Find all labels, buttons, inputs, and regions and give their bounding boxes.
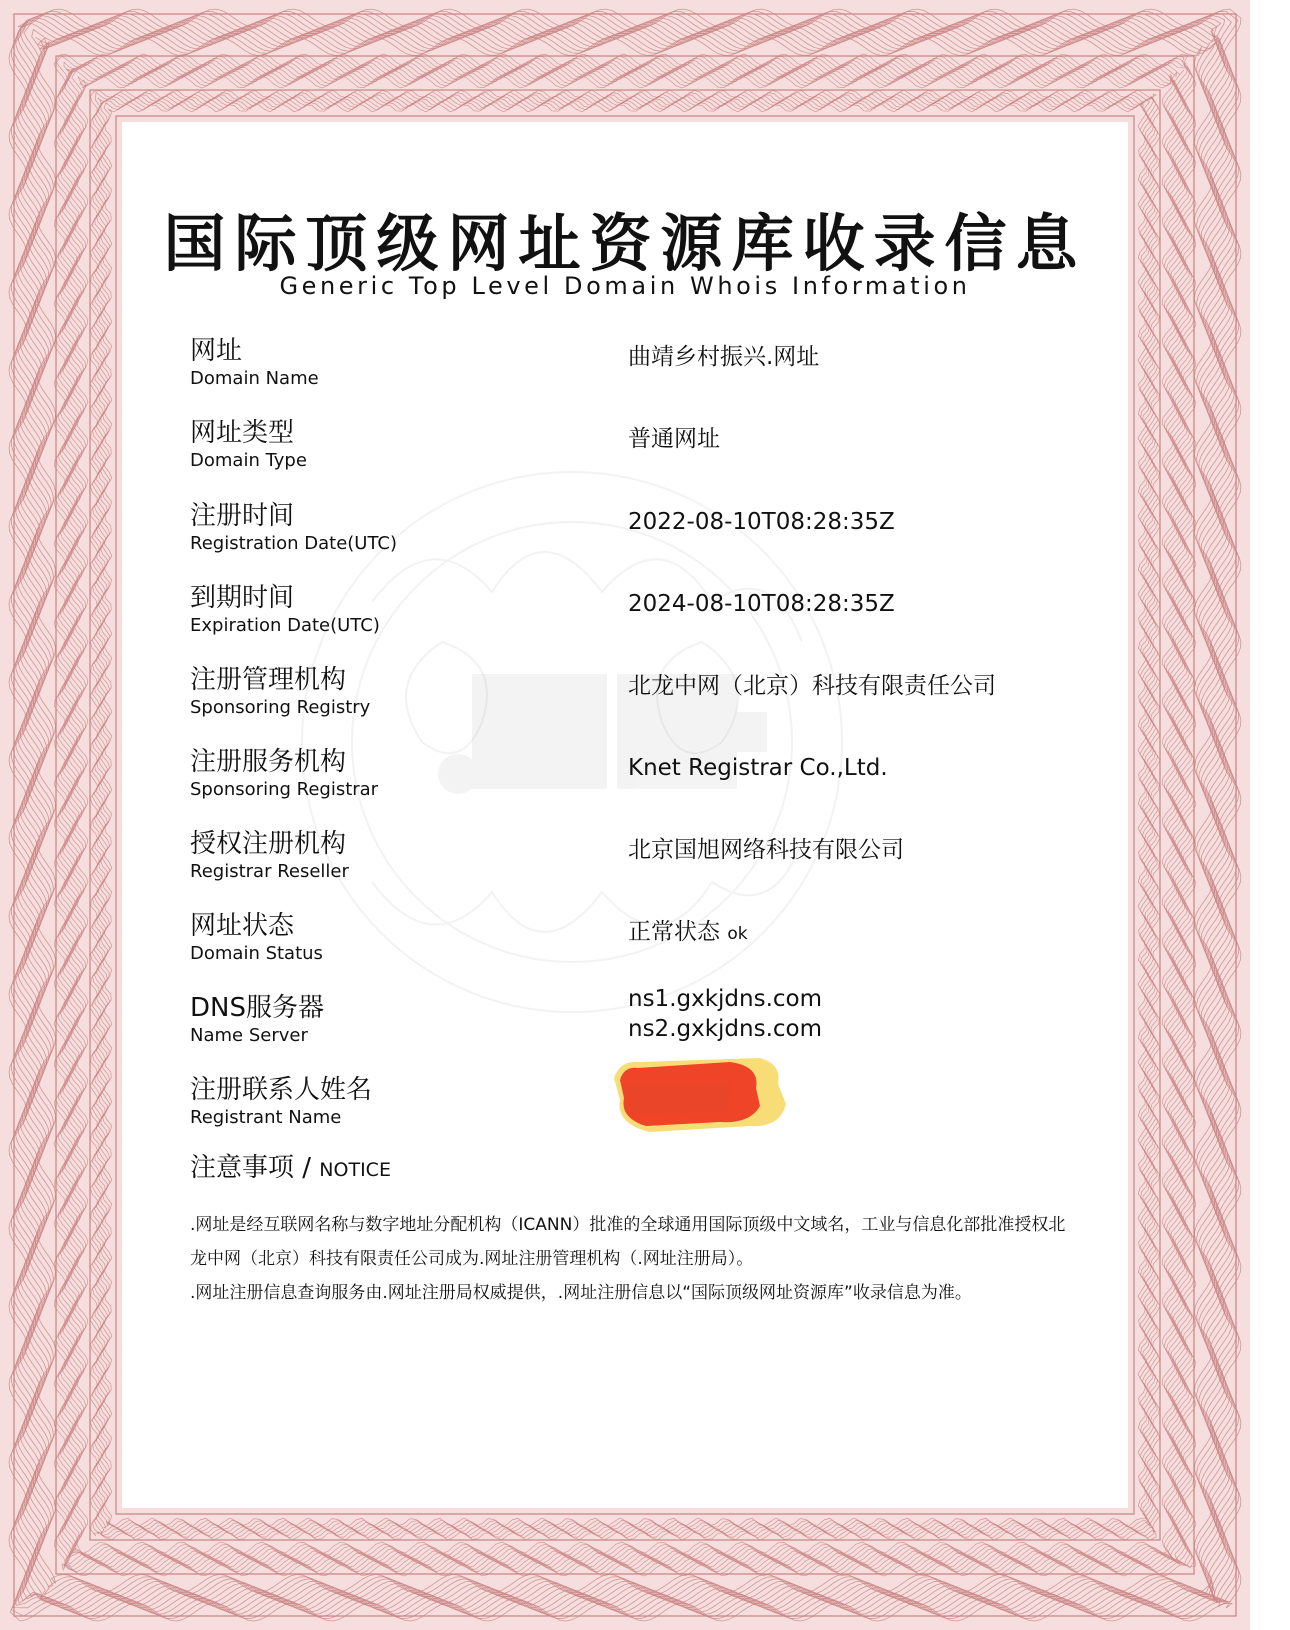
value-domain-status — [628, 917, 748, 949]
label-en: Expiration Date(UTC) — [190, 615, 380, 636]
label-en: Domain Type — [190, 450, 307, 471]
value-sponsoring-registrar: Knet Registrar Co.,Ltd. — [628, 755, 888, 781]
value-name-servers — [628, 984, 822, 1044]
row-domain-status — [190, 905, 1070, 975]
label-cn: 网址 — [190, 336, 243, 366]
name-server-1: ns1.gxkjdns.com — [628, 986, 823, 1012]
label-en: Name Server — [190, 1025, 308, 1046]
certificate-panel — [122, 122, 1128, 1508]
label-cn: 授权注册机构 — [190, 829, 347, 859]
notice-paragraph-1: .网址是经互联网名称与数字地址分配机构（ICANN）批准的全球通用国际顶级中文域名，工业与信息化部批准授权北龙中网（北京）科技有限责任公司成为.网址注册管理机构（.网址注册局）。 — [190, 1215, 1066, 1269]
row-registrar-reseller — [190, 823, 1070, 893]
row-registration-date — [190, 495, 1070, 565]
label-cn: 网址类型 — [190, 418, 295, 448]
label-en: Sponsoring Registry — [190, 697, 371, 718]
row-name-server — [190, 987, 1070, 1057]
notice-paragraph-2: .网址注册信息查询服务由.网址注册局权威提供，.网址注册信息以“国际顶级网址资源库”收录信息为准。 — [190, 1283, 972, 1303]
row-sponsoring-registrar — [190, 741, 1070, 811]
label-cn: 注册服务机构 — [190, 747, 347, 777]
label-en: Registration Date(UTC) — [190, 533, 398, 554]
row-expiration-date — [190, 577, 1070, 647]
label-cn: 网址状态 — [190, 911, 295, 941]
certificate-title: 国际顶级网址资源库收录信息 — [163, 207, 1087, 280]
label-en: Domain Status — [190, 943, 323, 964]
row-sponsoring-registry — [190, 659, 1070, 729]
label-cn: 注册时间 — [190, 501, 295, 531]
value-expiration-date: 2024-08-10T08:28:35Z — [628, 591, 895, 617]
label-en: Domain Name — [190, 368, 319, 389]
certificate-subtitle: Generic Top Level Domain Whois Information — [279, 272, 971, 300]
status-text: 正常状态 — [628, 919, 720, 945]
status-code: ok — [727, 924, 748, 944]
notice-title-cn: 注意事项 / — [190, 1153, 320, 1183]
value-sponsoring-registry: 北龙中网（北京）科技有限责任公司 — [628, 673, 996, 699]
label-en: Sponsoring Registrar — [190, 779, 379, 800]
redaction-mark — [610, 1054, 790, 1134]
notice-body — [190, 1208, 1070, 1310]
label-cn: 注册管理机构 — [190, 665, 347, 695]
row-domain-type — [190, 412, 1070, 482]
value-registration-date: 2022-08-10T08:28:35Z — [628, 509, 895, 535]
label-cn: 到期时间 — [190, 583, 295, 613]
label-cn: 注册联系人姓名 — [190, 1075, 373, 1105]
row-domain-name — [190, 330, 1070, 400]
label-cn: DNS服务器 — [190, 993, 324, 1023]
label-en: Registrar Reseller — [190, 861, 349, 882]
label-en: Registrant Name — [190, 1107, 342, 1128]
notice-title — [190, 1147, 391, 1184]
value-domain-name: 曲靖乡村振兴.网址 — [628, 344, 820, 370]
name-server-2: ns2.gxkjdns.com — [628, 1016, 823, 1042]
value-registrar-reseller: 北京国旭网络科技有限公司 — [628, 837, 904, 863]
value-domain-type: 普通网址 — [628, 426, 720, 452]
notice-title-en: NOTICE — [319, 1159, 391, 1181]
